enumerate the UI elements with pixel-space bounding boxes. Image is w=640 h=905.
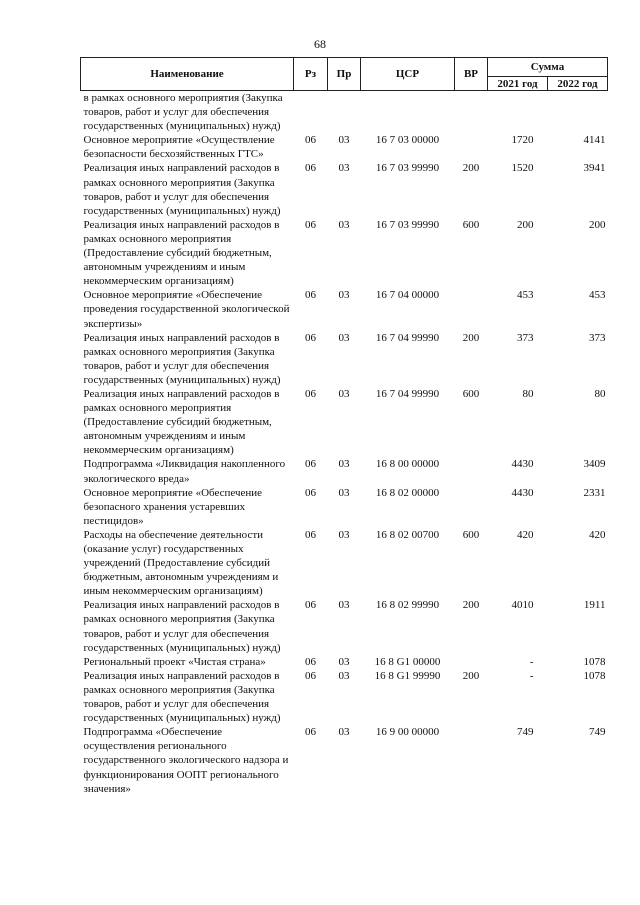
cell-2021: -: [529, 655, 534, 668]
cell-vr: [455, 725, 488, 795]
cell-csr: 16 7 04 99990: [375, 387, 440, 400]
cell-pr: 03: [338, 599, 350, 612]
cell-vr: [455, 91, 488, 134]
cell-pr: 03: [338, 486, 350, 499]
header-csr: ЦСР: [361, 58, 455, 91]
cell-pr: [328, 91, 361, 134]
cell-csr: 16 8 02 00000: [375, 486, 440, 499]
cell-2021: 4010: [511, 599, 534, 612]
table-row: [81, 486, 608, 528]
cell-name: Расходы на обеспечение деятельности (оказание услуг) государственных учреждений (Предоставление субсидий бюджетным, автономным учреждениям и иным некоммерческим организациям): [83, 528, 279, 598]
cell-rz: 06: [305, 458, 316, 471]
cell-rz: 06: [305, 669, 316, 682]
cell-2021: 4430: [511, 486, 534, 499]
cell-csr: 16 8 02 00700: [375, 528, 440, 541]
cell-vr: 600: [462, 218, 480, 231]
cell-pr: 03: [338, 669, 350, 682]
cell-rz: [294, 91, 328, 134]
cell-2022: 2331: [583, 486, 606, 499]
cell-2021: -: [529, 669, 534, 682]
header-rz: Рз: [294, 58, 328, 91]
page-number: 68: [314, 37, 326, 51]
cell-name: Подпрограмма «Ликвидация накопленного экологического вреда»: [83, 458, 286, 485]
cell-name: Реализация иных направлений расходов в рамках основного мероприятия (Закупка товаров, работ и услуг для обеспечения государственных (муниципальных) нужд): [83, 669, 281, 725]
table-row: [81, 218, 608, 288]
cell-2022: 200: [589, 218, 606, 231]
cell-rz: 06: [305, 162, 316, 175]
cell-2022: [548, 91, 608, 134]
header-year-2022: 2022 год: [548, 77, 608, 91]
cell-vr: 200: [462, 162, 480, 175]
cell-name: Реализация иных направлений расходов в рамках основного мероприятия (Предоставление субсидий бюджетным, автономным учреждениям и иным некоммерческим организациям): [83, 387, 280, 457]
header-year-2021: 2021 год: [488, 77, 548, 91]
header-sum: Сумма: [488, 58, 608, 77]
cell-2022: 373: [589, 331, 606, 344]
cell-name: Основное мероприятие «Обеспечение безопасного хранения устаревших пестицидов»: [83, 486, 263, 527]
cell-pr: 03: [338, 387, 350, 400]
cell-2022: 749: [589, 726, 606, 739]
table-row: [81, 161, 608, 217]
cell-rz: 06: [305, 387, 316, 400]
cell-csr: 16 7 04 99990: [375, 331, 440, 344]
cell-pr: 03: [338, 528, 350, 541]
table-row: [81, 133, 608, 161]
cell-rz: 06: [305, 218, 316, 231]
cell-csr: 16 8 G1 00000: [374, 655, 441, 668]
table-body: [81, 91, 608, 796]
cell-csr: 16 8 G1 99990: [374, 669, 441, 682]
cell-2021: 1720: [511, 134, 534, 147]
header-pr: Пр: [328, 58, 361, 91]
cell-csr: 16 7 03 00000: [375, 134, 440, 147]
header-vr: ВР: [455, 58, 488, 91]
cell-csr: [361, 91, 455, 134]
cell-csr: 16 8 02 99990: [375, 599, 440, 612]
cell-vr: 600: [462, 528, 480, 541]
cell-csr: 16 8 00 00000: [375, 458, 440, 471]
cell-csr: 16 9 00 00000: [375, 726, 440, 739]
cell-name: Реализация иных направлений расходов в рамках основного мероприятия (Закупка товаров, работ и услуг для обеспечения государственных (муниципальных) нужд): [83, 162, 281, 217]
cell-2021: 373: [517, 331, 534, 344]
cell-csr: 16 7 04 00000: [375, 289, 440, 302]
cell-name: Подпрограмма «Обеспечение осуществления регионального государственного экологического надзора и функционирования ООПТ регионального значения»: [83, 726, 289, 795]
cell-vr: [455, 288, 488, 330]
cell-vr: [455, 457, 488, 485]
cell-2022: 4141: [583, 134, 606, 147]
cell-vr: [455, 486, 488, 528]
cell-2021: [488, 91, 548, 134]
cell-pr: 03: [338, 289, 350, 302]
cell-pr: 03: [338, 218, 350, 231]
cell-2022: 453: [589, 289, 606, 302]
cell-2022: 80: [594, 387, 606, 400]
cell-pr: 03: [338, 162, 350, 175]
cell-name: Региональный проект «Чистая страна»: [83, 655, 266, 668]
cell-rz: 06: [305, 134, 316, 147]
cell-name: Реализация иных направлений расходов в рамках основного мероприятия (Предоставление субсидий бюджетным, автономным учреждениям и иным некоммерческим организациям): [83, 218, 280, 288]
cell-csr: 16 7 03 99990: [375, 162, 440, 175]
table-row: [81, 528, 608, 598]
cell-rz: 06: [305, 599, 316, 612]
cell-rz: 06: [305, 289, 316, 302]
table-row: [81, 288, 608, 330]
cell-2021: 80: [522, 387, 534, 400]
table-row: [81, 598, 608, 654]
cell-pr: 03: [338, 655, 350, 668]
cell-pr: 03: [338, 331, 350, 344]
cell-2021: 1520: [511, 162, 534, 175]
cell-2021: 4430: [511, 458, 534, 471]
cell-2022: 3941: [583, 162, 606, 175]
table-row: [81, 331, 608, 387]
cell-2022: 1078: [583, 669, 606, 682]
cell-pr: 03: [338, 458, 350, 471]
table-row: [81, 457, 608, 485]
budget-table: [80, 57, 608, 796]
cell-rz: 06: [305, 655, 316, 668]
cell-rz: 06: [305, 486, 316, 499]
cell-2022: 1078: [583, 655, 606, 668]
table-row: [81, 91, 608, 134]
cell-rz: 06: [305, 726, 316, 739]
cell-vr: [455, 133, 488, 161]
table-row: [81, 725, 608, 795]
cell-vr: 600: [462, 387, 480, 400]
cell-name: Реализация иных направлений расходов в рамках основного мероприятия (Закупка товаров, работ и услуг для обеспечения государственных (муниципальных) нужд): [83, 599, 281, 654]
cell-2022: 1911: [583, 599, 606, 612]
cell-vr: 200: [462, 599, 480, 612]
cell-vr: [455, 655, 488, 669]
cell-2022: 3409: [583, 458, 606, 471]
cell-name: Основное мероприятие «Осуществление безопасности бесхозяйственных ГТС»: [83, 134, 275, 161]
cell-2021: 200: [517, 218, 534, 231]
cell-rz: 06: [305, 528, 316, 541]
cell-name: Основное мероприятие «Обеспечение проведения государственной экологической экспертизы»: [83, 289, 290, 330]
cell-rz: 06: [305, 331, 316, 344]
cell-2022: 420: [589, 528, 606, 541]
cell-name: Реализация иных направлений расходов в рамках основного мероприятия (Закупка товаров, работ и услуг для обеспечения государственных (муниципальных) нужд): [83, 331, 281, 386]
cell-pr: 03: [338, 134, 350, 147]
cell-2021: 749: [517, 726, 534, 739]
cell-csr: 16 7 03 99990: [375, 218, 440, 231]
cell-pr: 03: [338, 726, 350, 739]
cell-vr: 200: [462, 331, 480, 344]
table-row: [81, 655, 608, 669]
table-row: [81, 669, 608, 725]
cell-vr: 200: [462, 669, 480, 682]
table-row: [81, 387, 608, 457]
cell-2021: 453: [517, 289, 534, 302]
header-name: Наименование: [81, 58, 294, 91]
cell-2021: 420: [517, 528, 534, 541]
cell-name: в рамках основного мероприятия (Закупка товаров, работ и услуг для обеспечения государственных (муниципальных) нужд): [83, 92, 283, 133]
